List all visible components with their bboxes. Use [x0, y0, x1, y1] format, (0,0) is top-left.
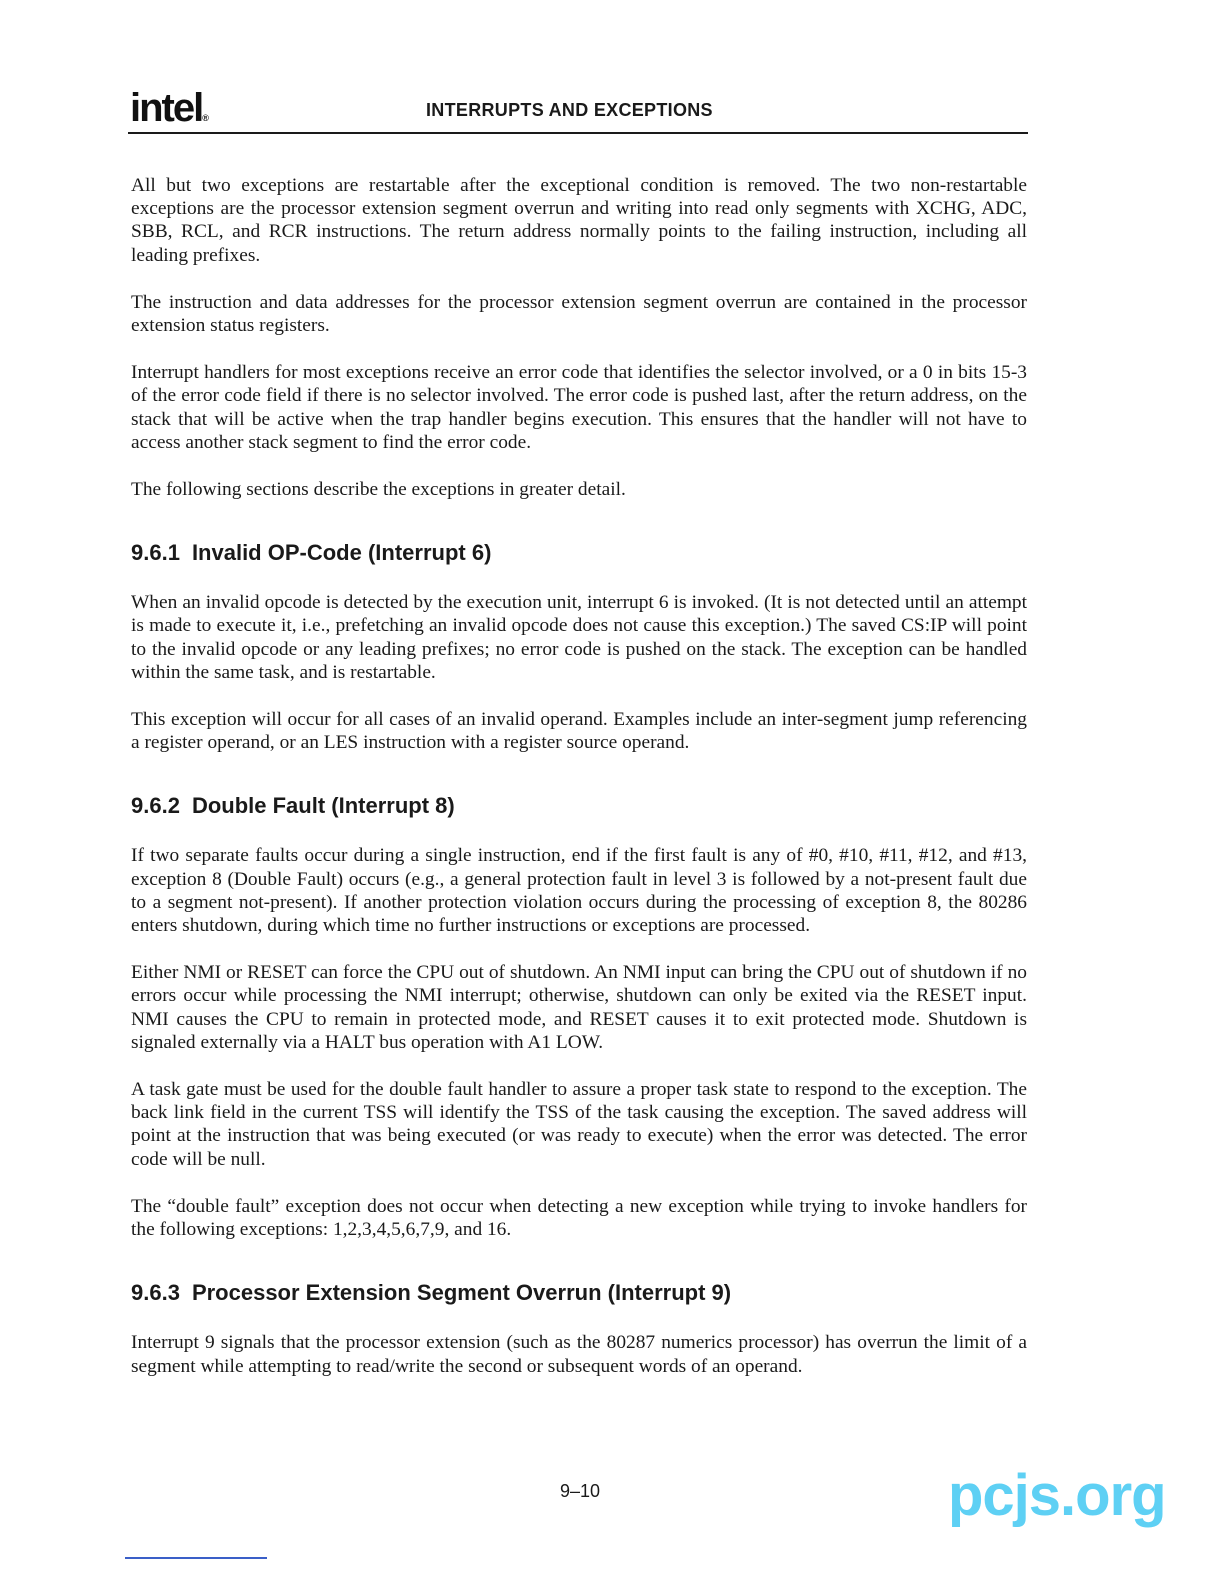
intro-paragraph-3: Interrupt handlers for most exceptions receive an error code that identifies the selector involved, or a 0 in bits 15-3 of the error code field if there is no selector involved. The error code is pushed last, after the return address, on the stack that will be active when the trap handler begins execution. This ensures that the handler will not have to access another stack segment to find the error code.: [131, 362, 1027, 453]
page-body: [131, 174, 1027, 1402]
pcjs-watermark: pcjs.org: [948, 1463, 1166, 1528]
section-9-6-2-paragraph-2: Either NMI or RESET can force the CPU out of shutdown. An NMI input can bring the CPU out of shutdown if no errors occur while processing the NMI interrupt; otherwise, shutdown can only be exited via the RESET input. NMI causes the CPU to remain in protected mode, and RESET causes it to exit protected mode. Shutdown is signaled externally via a HALT bus operation with A1 LOW.: [131, 962, 1027, 1053]
page-header: [128, 80, 1028, 136]
section-number: 9.6.3: [131, 1280, 180, 1306]
section-9-6-2-paragraph-4: The “double fault” exception does not occur when detecting a new exception while trying to invoke handlers for the following exceptions: 1,2,3,4,5,6,7,9, and 16.: [131, 1195, 1027, 1241]
section-9-6-1-paragraph-1: When an invalid opcode is detected by the execution unit, interrupt 6 is invoked. (It is not detected until an attempt is made to execute it, i.e., prefetching an invalid opcode does not cause this exception.) The saved CS:IP will point to the invalid opcode or any leading prefixes; no error code is pushed on the stack. The exception can be handled within the same task, and is restartable.: [131, 592, 1027, 683]
section-heading-9-6-1: [131, 539, 1027, 567]
section-number: 9.6.2: [131, 793, 180, 819]
section-9-6-2-paragraph-1: If two separate faults occur during a single instruction, end if the first fault is any of #0, #10, #11, #12, and #13, exception 8 (Double Fault) occurs (e.g., a general protection fault in level 3 is followed by a not-present fault due to a segment not-present). If another protection violation occurs during the processing of exception 8, the 80286 enters shutdown, during which time no further instructions or exceptions are processed.: [131, 845, 1027, 937]
page-number: 9–10: [560, 1481, 601, 1501]
section-heading-9-6-2: [131, 792, 1027, 820]
registered-mark: ®: [202, 113, 209, 123]
section-number: 9.6.1: [131, 540, 180, 566]
section-9-6-1-paragraph-2: This exception will occur for all cases of an invalid operand. Examples include an inter-segment jump referencing a register operand, or an LES instruction with a register source operand.: [131, 709, 1027, 754]
footer-link-bar[interactable]: [125, 1557, 267, 1559]
section-title: Processor Extension Segment Overrun (Interrupt 9): [191, 1280, 732, 1306]
logo-text: intel: [130, 86, 203, 130]
section-heading-9-6-3: [131, 1279, 1027, 1307]
intro-paragraph-4: The following sections describe the exceptions in greater detail.: [131, 479, 626, 501]
intro-paragraph-2: The instruction and data addresses for the processor extension segment overrun are contained in the processor extension status registers.: [131, 291, 1027, 337]
section-9-6-2-paragraph-3: A task gate must be used for the double fault handler to assure a proper task state to respond to the exception. The back link field in the current TSS will identify the TSS of the task causing the exception. The saved address will point at the instruction that was being executed (or was ready to execute) when the error was detected. The error code will be null.: [131, 1079, 1027, 1170]
section-title: Invalid OP-Code (Interrupt 6): [191, 540, 492, 566]
section-9-6-3-paragraph-1: Interrupt 9 signals that the processor extension (such as the 80287 numerics processor) has overrun the limit of a segment while attempting to read/write the second or subsequent words of an operand.: [131, 1332, 1027, 1377]
intel-logo: [130, 80, 209, 136]
running-title: INTERRUPTS AND EXCEPTIONS: [426, 100, 713, 120]
intro-paragraph-1: All but two exceptions are restartable after the exceptional condition is removed. The two non-restartable exceptions are the processor extension segment overrun and writing into read only segments with XCHG, ADC, SBB, RCL, and RCR instructions. The return address normally points to the failing instruction, including all leading prefixes.: [131, 175, 1027, 266]
section-title: Double Fault (Interrupt 8): [191, 793, 455, 819]
header-rule: [128, 132, 1028, 134]
